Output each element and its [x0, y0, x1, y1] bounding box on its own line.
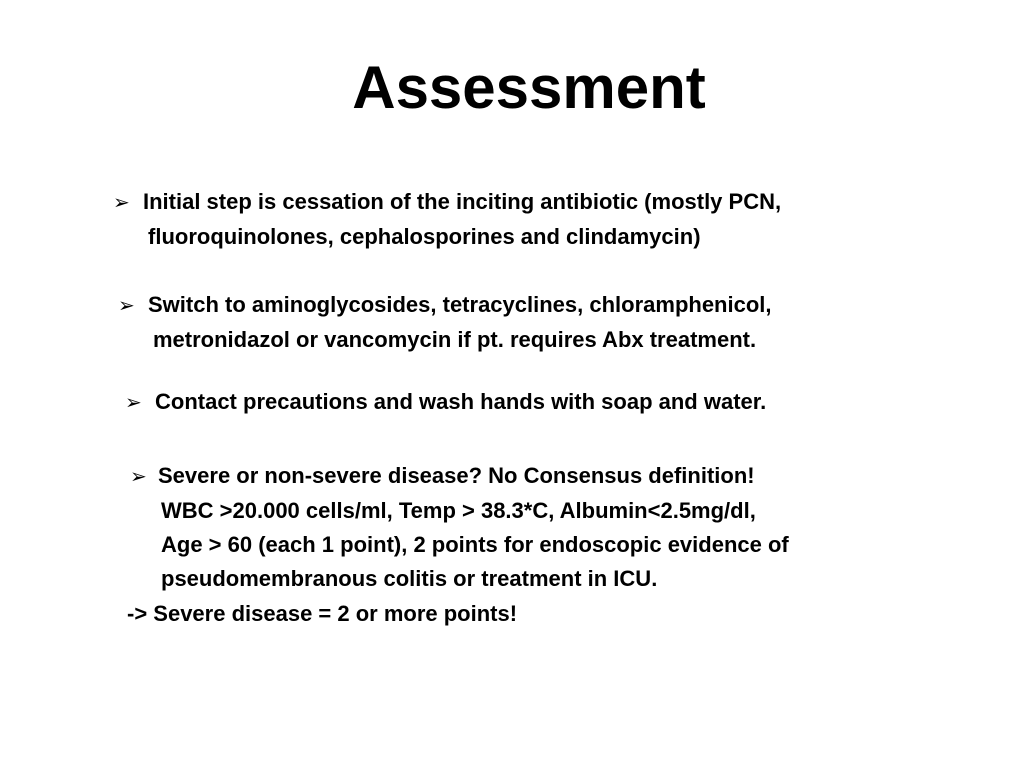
- arrowhead-bullet-icon: ➢: [118, 295, 135, 317]
- bullet-contact-precautions: [125, 385, 766, 420]
- bullet-text: Severe or non-severe disease? No Consensus definition!: [158, 463, 755, 488]
- bullet-text: Contact precautions and wash hands with soap and water.: [155, 389, 767, 414]
- bullet-text: Switch to aminoglycosides, tetracyclines, chloramphenicol,: [148, 292, 772, 317]
- arrowhead-bullet-icon: ➢: [125, 392, 142, 414]
- bullet-severity-definition: [130, 459, 789, 596]
- arrowhead-bullet-icon: ➢: [113, 192, 130, 214]
- bullet-text-continued: fluoroquinolones, cephalosporines and clindamycin): [148, 224, 701, 249]
- bullet-line: [125, 385, 766, 420]
- slide-title: Assessment: [352, 54, 706, 121]
- severe-disease-conclusion: -> Severe disease = 2 or more points!: [127, 601, 518, 626]
- bullet-cessation: [113, 185, 781, 254]
- bullet-line: [130, 459, 789, 494]
- arrowhead-bullet-icon: ➢: [130, 466, 147, 488]
- bullet-line: [113, 185, 781, 220]
- bullet-text-continued: metronidazol or vancomycin if pt. requires Abx treatment.: [153, 327, 757, 352]
- bullet-switch-antibiotics: [118, 288, 772, 357]
- bullet-text: Initial step is cessation of the inciting antibiotic (mostly PCN,: [143, 189, 782, 214]
- bullet-text-continued: pseudomembranous colitis or treatment in ICU.: [161, 566, 658, 591]
- bullet-line: [118, 288, 772, 323]
- bullet-text-continued: Age > 60 (each 1 point), 2 points for endoscopic evidence of: [161, 532, 789, 557]
- bullet-text-continued: WBC >20.000 cells/ml, Temp > 38.3*C, Albumin<2.5mg/dl,: [161, 498, 756, 523]
